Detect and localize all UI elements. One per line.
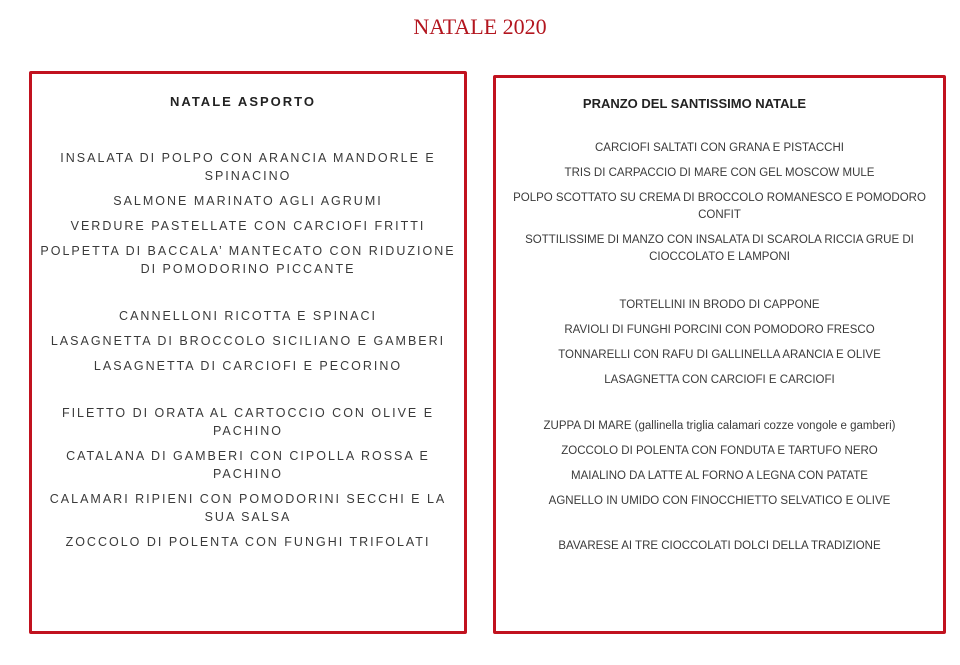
menu-heading: PRANZO DEL SANTISSIMO NATALE — [582, 96, 807, 111]
menu-heading: NATALE ASPORTO — [170, 94, 316, 109]
menu-item: POLPETTA DI BACCALA’ MANTECATO CON RIDUZIONE DI POMODORINO PICCANTE — [40, 244, 456, 276]
menu-item: CALAMARI RIPIENI CON POMODORINI SECCHI E LA SUA SALSA — [49, 492, 447, 524]
menu-item: SALMONE MARINATO AGLI AGRUMI — [113, 194, 383, 208]
menu-item: ZOCCOLO DI POLENTA CON FUNGHI TRIFOLATI — [65, 535, 431, 549]
menu-item: POLPO SCOTTATO SU CREMA DI BROCCOLO ROMANESCO E POMODORO CONFIT — [513, 192, 926, 221]
menu-item: SOTTILISSIME DI MANZO CON INSALATA DI SCAROLA RICCIA GRUE DI CIOCCOLATO E LAMPONI — [525, 234, 914, 263]
menu-item: CATALANA DI GAMBERI CON CIPOLLA ROSSA E PACHINO — [66, 449, 430, 481]
menu-section-secondi — [32, 404, 464, 551]
menu-item: LASAGNETTA CON CARCIOFI E CARCIOFI — [604, 374, 835, 386]
menu-item: TRIS DI CARPACCIO DI MARE CON GEL MOSCOW MULE — [564, 167, 875, 179]
menu-item: BAVARESE AI TRE CIOCCOLATI DOLCI DELLA TRADIZIONE — [558, 540, 881, 552]
menu-item: RAVIOLI DI FUNGHI PORCINI CON POMODORO FRESCO — [564, 324, 875, 336]
menu-item: ZOCCOLO DI POLENTA CON FONDUTA E TARTUFO NERO — [561, 445, 878, 457]
menu-item: INSALATA DI POLPO CON ARANCIA MANDORLE E SPINACINO — [60, 151, 436, 183]
menu-section-primi — [496, 297, 943, 389]
page-title: NATALE 2020 — [413, 14, 547, 39]
menu-section-antipasti — [32, 149, 464, 278]
menu-item: VERDURE PASTELLATE CON CARCIOFI FRITTI — [70, 219, 426, 233]
menu-item: MAIALINO DA LATTE AL FORNO A LEGNA CON PATATE — [571, 470, 868, 482]
menu-panel-asporto — [29, 71, 467, 634]
menu-item: AGNELLO IN UMIDO CON FINOCCHIETTO SELVATICO E OLIVE — [548, 495, 891, 507]
menu-item: CARCIOFI SALTATI CON GRANA E PISTACCHI — [595, 142, 844, 154]
menu-section-primi — [32, 307, 464, 375]
menu-panel-pranzo — [493, 75, 946, 634]
menu-item: FILETTO DI ORATA AL CARTOCCIO CON OLIVE E PACHINO — [61, 406, 435, 438]
menu-item: LASAGNETTA DI BROCCOLO SICILIANO E GAMBERI — [50, 334, 446, 348]
menu-section-antipasti — [496, 140, 943, 266]
menu-section-dolci — [496, 538, 943, 555]
menu-item: ZUPPA DI MARE (gallinella triglia calamari cozze vongole e gamberi) — [543, 420, 896, 432]
menu-item: CANNELLONI RICOTTA E SPINACI — [119, 309, 377, 323]
menu-item: TORTELLINI IN BRODO DI CAPPONE — [619, 299, 820, 311]
menu-item: LASAGNETTA DI CARCIOFI E PECORINO — [93, 359, 403, 373]
menu-section-secondi — [496, 418, 943, 510]
menu-item: TONNARELLI CON RAFU DI GALLINELLA ARANCIA E OLIVE — [558, 349, 881, 361]
